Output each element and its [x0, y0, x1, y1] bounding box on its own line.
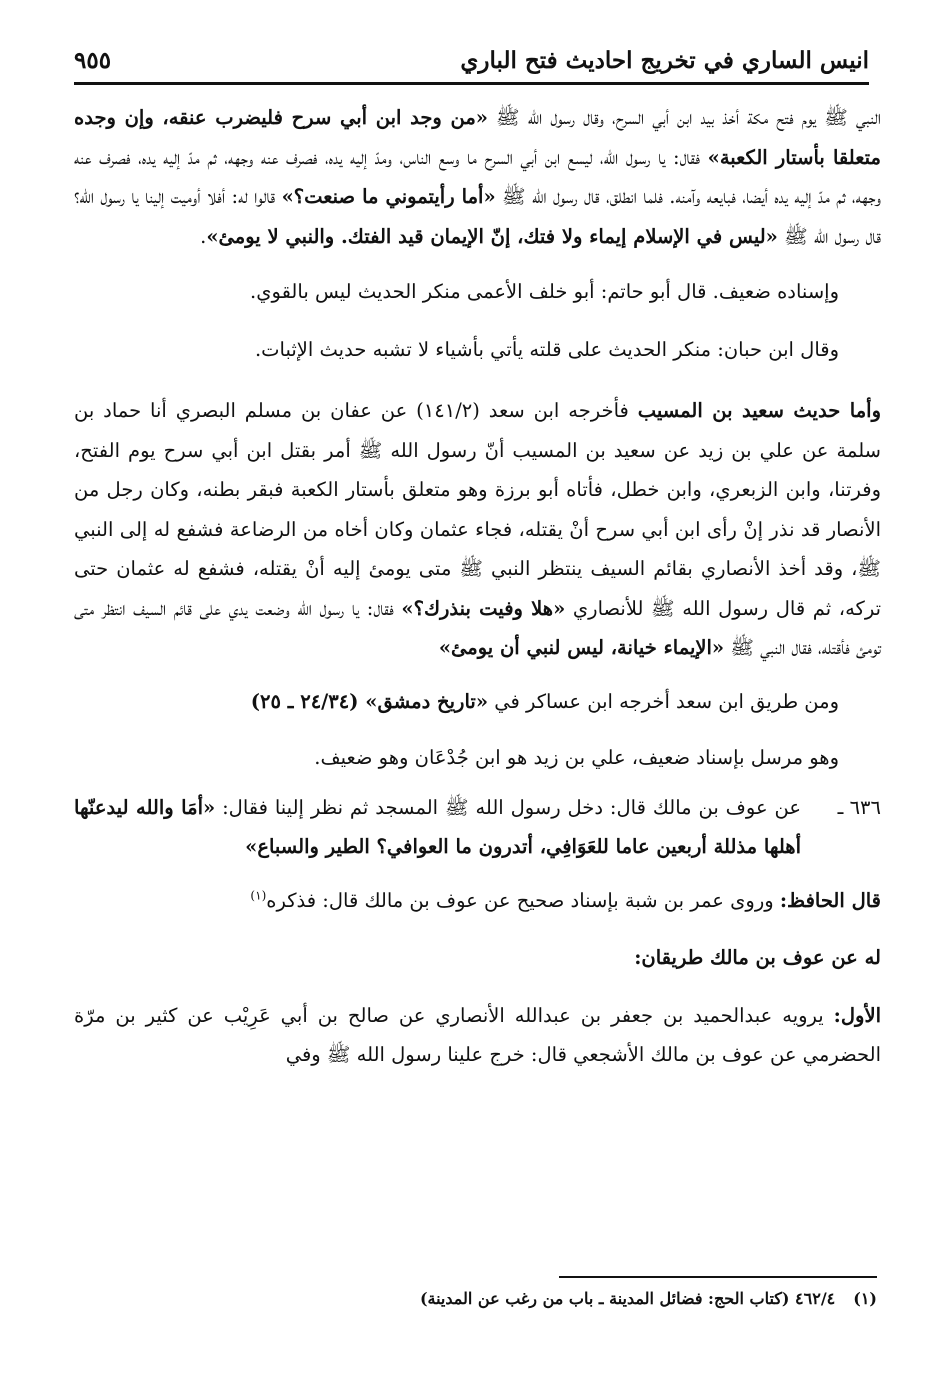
paragraph-continued-hadith	[74, 98, 881, 256]
hadith-number: ٦٣٦ ـ	[837, 795, 881, 819]
paragraph-said-ibn-musayyib	[74, 391, 881, 668]
text-run: النبي ﷺ يوم فتح مكة أخذ بيد ابن أبي السرح، وقال رسول الله ﷺ	[487, 106, 882, 129]
section-lead: وأما حديث سعيد بن المسيب	[637, 399, 881, 422]
section-lead: قال الحافظ:	[779, 888, 881, 912]
paragraph-mursal-note: وهو مرسل بإسناد ضعيف، علي بن زيد هو ابن جُدْعَان وهو ضعيف.	[314, 746, 839, 769]
footnote-text: ٤٦٢/٤ (كتاب الحج: فضائل المدينة ـ باب من رغب عن المدينة)	[419, 1289, 836, 1308]
footnote-marker: (١)	[250, 888, 267, 902]
page-body	[74, 98, 881, 1075]
text-run: وروى عمر بن شبة بإسناد صحيح عن عوف بن مالك قال: فذكره	[266, 888, 780, 912]
hadith-quote: «أمَا والله ليدعنّها أهلها مذللة أربعين عاما للعَوَافِي، أتدرون ما العوافي؟ الطير والسباع»	[74, 795, 801, 858]
text-run: يرويه عبدالحميد بن جعفر بن عبدالله الأنصاري عن صالح بن أبي عَرِيْب عن كثير بن مرّة الحضرمي عن عوف بن مالك الأشجعي قال: خرج علينا رسول الله ﷺ وفي	[74, 1003, 881, 1066]
text-run: ومن طريق ابن سعد أخرجه ابن عساكر في	[488, 689, 839, 713]
page-number: ٩٥٥	[74, 46, 112, 74]
text-run: .	[200, 224, 207, 248]
hadith-quote: «ليس في الإسلام إيماء ولا فتك، إنّ الإيمان قيد الفتك. والنبي لا يومئ»	[206, 224, 778, 248]
hadith-636	[74, 788, 881, 867]
hadith-quote: «من وجد ابن أبي سرح فليضرب عنقه، وإن وجده متعلقا بأستار الكعبة»	[74, 106, 881, 169]
text-run: قالوا له: أفلا أوميت إلينا يا رسول الله؟ قال رسول الله ﷺ	[74, 185, 881, 248]
paragraph-first-route	[74, 996, 881, 1075]
paragraph-two-routes: له عن عوف بن مالك طريقان:	[634, 946, 881, 969]
running-header	[74, 38, 869, 85]
text-run: فقال: يا رسول الله وضعت يدي على قائم السيف انتظر متى تومئ فأقتله، فقال النبي ﷺ	[74, 596, 881, 659]
text-run: فقال: يا رسول الله، ليسع ابن أبي السرح ما وسع الناس، ومدّ إليه يده، فصرف عنه وجهه، ثم مدّ إليه يده، فصرف عنه وجهه، ثم مدّ إليه يده أيضا، فبايعه وآمنه. فلما انطلق، قال رسول الله ﷺ	[74, 145, 881, 208]
source-reference: «تاريخ دمشق» (٢٤/٣٤ ـ ٢٥)	[250, 689, 489, 713]
hadith-quote: «هلا وفيت بنذرك؟»	[401, 596, 566, 620]
section-lead: الأول:	[833, 1003, 881, 1027]
footnote	[200, 1286, 877, 1312]
paragraph-al-hafiz	[74, 881, 881, 921]
text-run: فأخرجه ابن سعد (١٤١/٢) عن عفان بن مسلم البصري أنا حماد بن سلمة عن علي بن زيد عن سعيد بن المسيب أنّ رسول الله ﷺ أمر بقتل ابن أبي سرح يوم الفتح، وفرتنا، وابن الزبعري، وابن خطل، فأتاه أبو برزة وهو متعلق بأستار الكعبة فبقر بطنه، وكان رجل من الأنصار قد نذر إنْ رأى ابن أبي سرح أنْ يقتله، فجاء عثمان وكان أخاه من الرضاعة فشفع له إلى النبي ﷺ، وقد أخذ الأنصاري بقائم السيف ينتظر النبي ﷺ متى يومئ إليه أنْ يقتله، فشفع له عثمان حتى تركه، ثم قال رسول الله ﷺ للأنصاري	[74, 399, 882, 620]
paragraph-ibn-asakir	[74, 682, 881, 722]
footnote-divider	[559, 1276, 877, 1278]
text-run: عن عوف بن مالك قال: دخل رسول الله ﷺ المسجد ثم نظر إلينا فقال:	[215, 795, 801, 819]
footnote-number: (١)	[853, 1289, 877, 1308]
book-title: انيس الساري في تخريج احاديث فتح الباري	[460, 46, 869, 74]
paragraph-isnad-grading: وإسناده ضعيف. قال أبو حاتم: أبو خلف الأعمى منكر الحديث ليس بالقوي.	[250, 280, 839, 303]
hadith-quote: «الإيماء خيانة، ليس لنبي أن يومئ»	[438, 636, 725, 659]
hadith-quote: «أما رأيتموني ما صنعت؟»	[281, 185, 496, 208]
paragraph-ibn-hibban: وقال ابن حبان: منكر الحديث على قلته يأتي بأشياء لا تشبه حديث الإثبات.	[254, 337, 839, 361]
